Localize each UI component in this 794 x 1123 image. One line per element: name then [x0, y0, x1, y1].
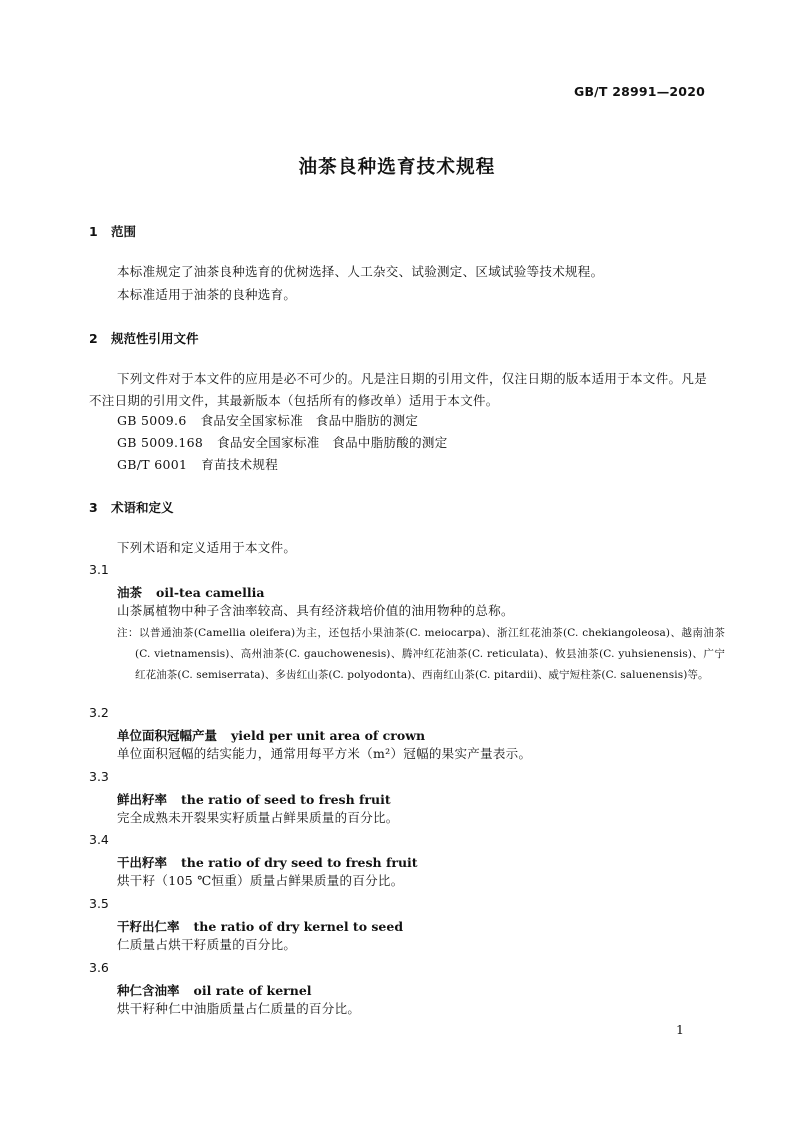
reference-code: GB 5009.6: [117, 413, 187, 428]
note-text: 以普通油茶(Camellia oleifera)为主，还包括小果油茶(C. meiocarpa)、浙江红花油茶(C. chekiangoleosa)、越南油茶(C. vietnamensis)、高州油茶(C. gauchowenesis)、腾冲红花油茶(C. reticulata)、攸县油茶(C. yuhsienensis)、广宁红花油茶(C. semiserrata)、多齿红山茶(C. polyodonta)、西南红山茶(C. pitardii)、威宁短柱茶(C. saluenensis)等。: [135, 627, 726, 681]
term-definition: 完全成熟未开裂果实籽质量占鲜果质量的百分比。: [117, 810, 399, 825]
term-definition: 仁质量占烘干籽质量的百分比。: [117, 937, 297, 952]
term-en: oil-tea camellia: [156, 585, 265, 600]
document-title: 油茶良种选育技术规程: [298, 157, 496, 178]
reference-code: GB 5009.168: [117, 435, 204, 450]
section-heading: [89, 498, 174, 516]
term-heading: [117, 853, 418, 871]
term-heading: [117, 583, 264, 601]
term-en: the ratio of seed to fresh fruit: [181, 792, 391, 807]
section-heading: [89, 222, 136, 240]
term-heading: [117, 917, 403, 935]
term-number: 3.5: [89, 896, 109, 911]
reference-title: 食品安全国家标准 食品中脂肪酸的测定: [217, 435, 448, 450]
paragraph: 本标准规定了油茶良种选育的优树选择、人工杂交、试验测定、区域试验等技术规程。: [117, 264, 604, 279]
reference-title: 食品安全国家标准 食品中脂肪的测定: [200, 413, 419, 428]
note-label: 注：: [117, 627, 139, 639]
section-title: 范围: [111, 224, 137, 239]
section-number: 1: [89, 224, 98, 239]
term-zh: 干出籽率: [117, 855, 168, 870]
reference-item: [117, 454, 278, 476]
term-en: yield per unit area of crown: [231, 728, 426, 743]
term-heading: [117, 726, 425, 744]
section-number: 2: [89, 331, 98, 346]
term-zh: 单位面积冠幅产量: [117, 728, 218, 743]
term-en: oil rate of kernel: [193, 983, 312, 998]
section-title: 规范性引用文件: [111, 331, 199, 346]
reference-item: [117, 410, 418, 432]
term-definition: 烘干籽（105 ℃恒重）质量占鲜果质量的百分比。: [117, 873, 404, 888]
term-zh: 干籽出仁率: [117, 919, 180, 934]
term-note: [117, 623, 725, 686]
term-definition: 山茶属植物中种子含油率较高、具有经济栽培价值的油用物种的总称。: [117, 603, 514, 618]
term-definition: 单位面积冠幅的结实能力，通常用每平方米（m²）冠幅的果实产量表示。: [117, 746, 532, 761]
term-heading: [117, 981, 312, 999]
paragraph: 下列术语和定义适用于本文件。: [117, 540, 297, 555]
paragraph: 本标准适用于油茶的良种选育。: [117, 287, 297, 302]
term-definition: 烘干籽种仁中油脂质量占仁质量的百分比。: [117, 1001, 361, 1016]
section-number: 3: [89, 500, 98, 515]
page-number: 1: [676, 1022, 684, 1037]
standard-code: GB/T 28991—2020: [573, 84, 705, 99]
term-en: the ratio of dry seed to fresh fruit: [181, 855, 418, 870]
section-title: 术语和定义: [111, 500, 174, 515]
reference-code: GB/T 6001: [117, 457, 188, 472]
reference-item: [117, 432, 448, 454]
term-zh: 油茶: [117, 585, 143, 600]
term-zh: 种仁含油率: [117, 983, 180, 998]
term-number: 3.3: [89, 769, 109, 784]
paragraph: 下列文件对于本文件的应用是必不可少的。凡是注日期的引用文件，仅注日期的版本适用于本文件。凡是不注日期的引用文件，其最新版本（包括所有的修改单）适用于本文件。: [89, 371, 707, 408]
term-number: 3.4: [89, 832, 109, 847]
term-heading: [117, 790, 391, 808]
section-heading: [89, 329, 199, 347]
term-number: 3.6: [89, 960, 109, 975]
term-zh: 鲜出籽率: [117, 792, 168, 807]
reference-title: 育苗技术规程: [201, 457, 279, 472]
term-number: 3.1: [89, 562, 109, 577]
term-en: the ratio of dry kernel to seed: [193, 919, 404, 934]
term-number: 3.2: [89, 705, 109, 720]
